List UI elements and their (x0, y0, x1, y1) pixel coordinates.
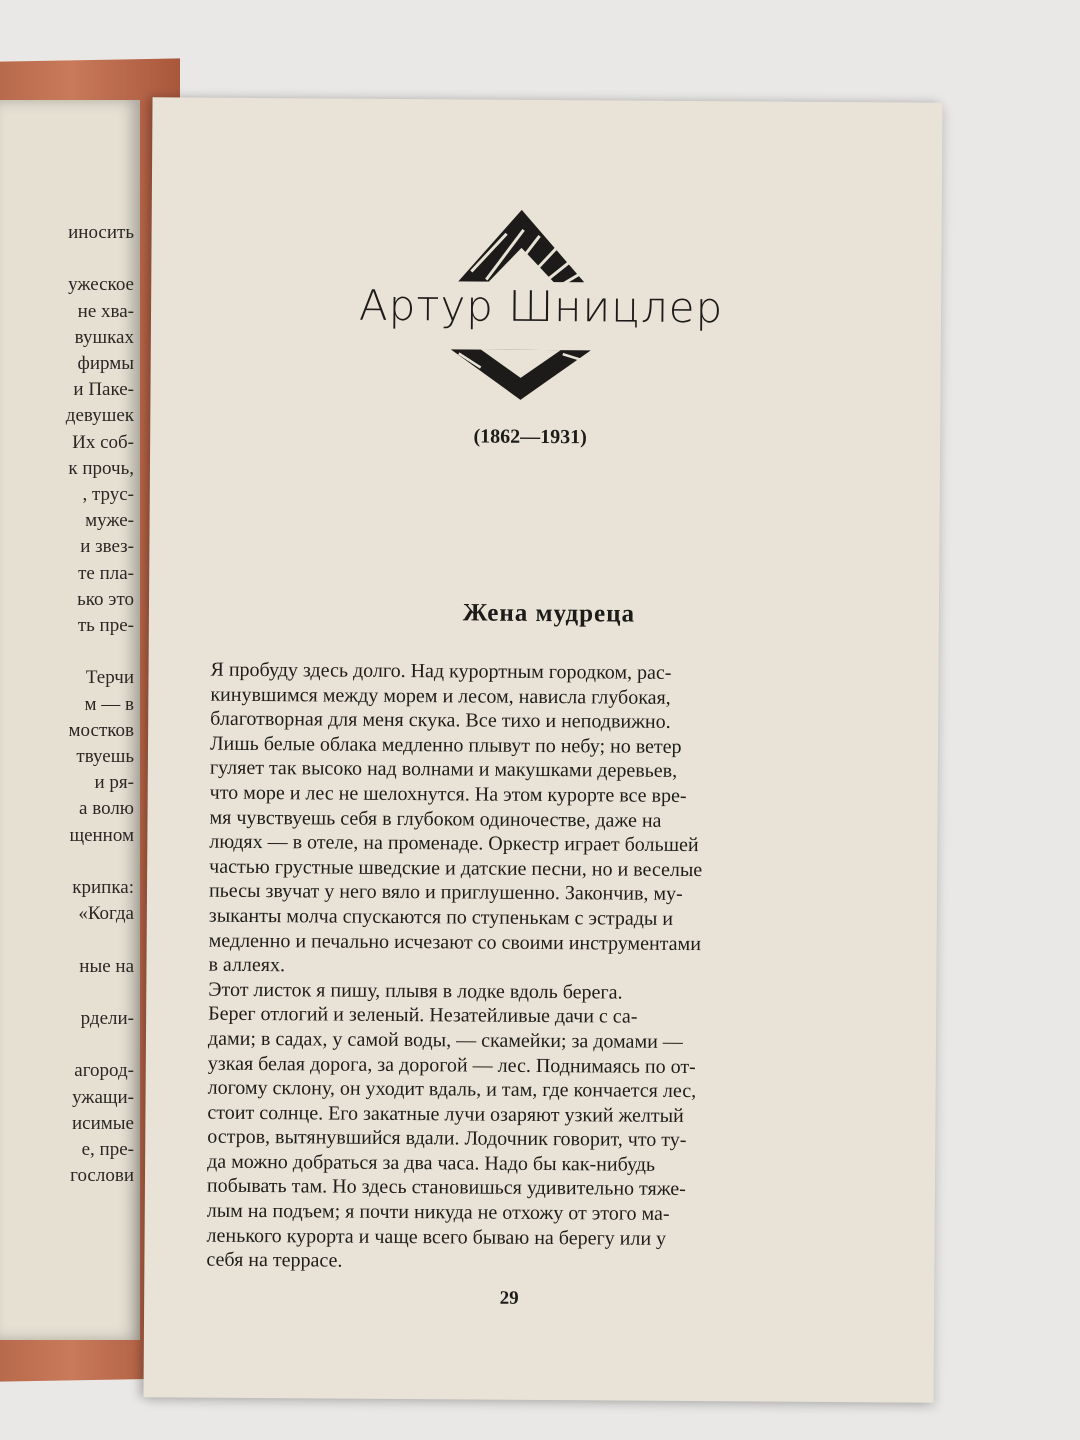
left-page-line: и звез- (80, 536, 134, 558)
left-page-line: гослови (70, 1165, 134, 1187)
left-page-line: и ря- (94, 772, 134, 794)
left-page-line: Терчи (85, 667, 134, 689)
left-page-line: Их соб- (72, 431, 134, 453)
left-page-line: к прочь, (68, 457, 134, 479)
left-page-line: агород- (74, 1060, 134, 1082)
left-page-line: ужеское (68, 274, 134, 296)
author-years: (1862—1931) (473, 425, 587, 449)
left-page-line: ные на (79, 955, 134, 977)
left-page-line: фирмы (77, 353, 134, 374)
left-page-line: мостков (68, 719, 134, 741)
left-page-line: рдели- (80, 1008, 134, 1029)
story-title: Жена мудреца (462, 599, 636, 628)
left-page-line: крипка: (72, 877, 134, 898)
left-page-line: вушках (74, 326, 134, 348)
left-page-line: иносить (68, 222, 134, 243)
left-page-line: те пла- (78, 562, 134, 584)
left-page-line: исимые (72, 1112, 134, 1134)
author-name: Артур Шницлер (351, 281, 731, 333)
paragraph-3: Берег отлогий и зеленый. Незатейливые дачи с са- дами; в садах, у самой воды, — скамейки; за домами — узкая белая дорога, за дорогой — лес. Поднимаясь по от- логому склону, он уходит вдаль, и там, где кончается лес, стоит солнце. Его закатные лучи озаряют узкий желтый остров, вытянувшийся вдали. Лодочник говорит, что ту- да можно добраться за два часа. Надо бы как-нибудь побывать там. Но здесь становишься удивительно тяже- лым на подъем; я почти никуда не отхожу от этого ма- ленького курорта и чаще всего бываю на берегу или у себя на террасе. (206, 1002, 697, 1272)
left-page-line: и Паке- (73, 379, 134, 401)
left-page-line: не хва- (77, 300, 134, 322)
left-page-line: е, пре- (81, 1139, 134, 1160)
page-number: 29 (499, 1287, 519, 1309)
right-page (143, 97, 942, 1402)
left-page (0, 100, 140, 1340)
left-page-line: «Когда (78, 903, 134, 925)
left-page-line: твуешь (76, 746, 134, 767)
left-page-line: ть пре- (77, 615, 134, 636)
left-page-line: девушек (65, 405, 134, 427)
paragraph-1: Я пробуду здесь долго. Над курортным городком, рас- кинувшимся между морем и лесом, нависла глубокая, благотворная для меня скука. Все тихо и неподвижно. Лишь белые облака медленно плывут по небу; но ветер гуляет так высоко над волнами и макушками деревьев, что море и лес не шелохнутся. На этом курорте все вре- мя чувствуешь себя в глубоком одиночестве, даже на людях — в отеле, на променаде. Оркестр играет большей частью грустные шведские и датские песни, но и веселые пьесы звучат у него вяло и приглушенно. Закончив, му- зыканты молча спускаются по ступенькам с эстрады и медленно и печально исчезают со своими инструментами в аллеях. (208, 658, 703, 977)
left-page-line: ужащи- (72, 1086, 134, 1108)
left-page-line: муже- (85, 510, 134, 532)
left-page-line: а волю (79, 798, 134, 820)
paragraph-2: Этот листок я пишу, плывя в лодке вдоль берега. (208, 978, 623, 1004)
left-page-line: щенном (69, 824, 134, 846)
left-page-line: , трус- (82, 484, 134, 505)
story-text (206, 658, 840, 1277)
diamond-emblem (450, 209, 592, 500)
left-page-line: м — в (84, 693, 134, 715)
left-page-line: ько это (77, 588, 134, 610)
